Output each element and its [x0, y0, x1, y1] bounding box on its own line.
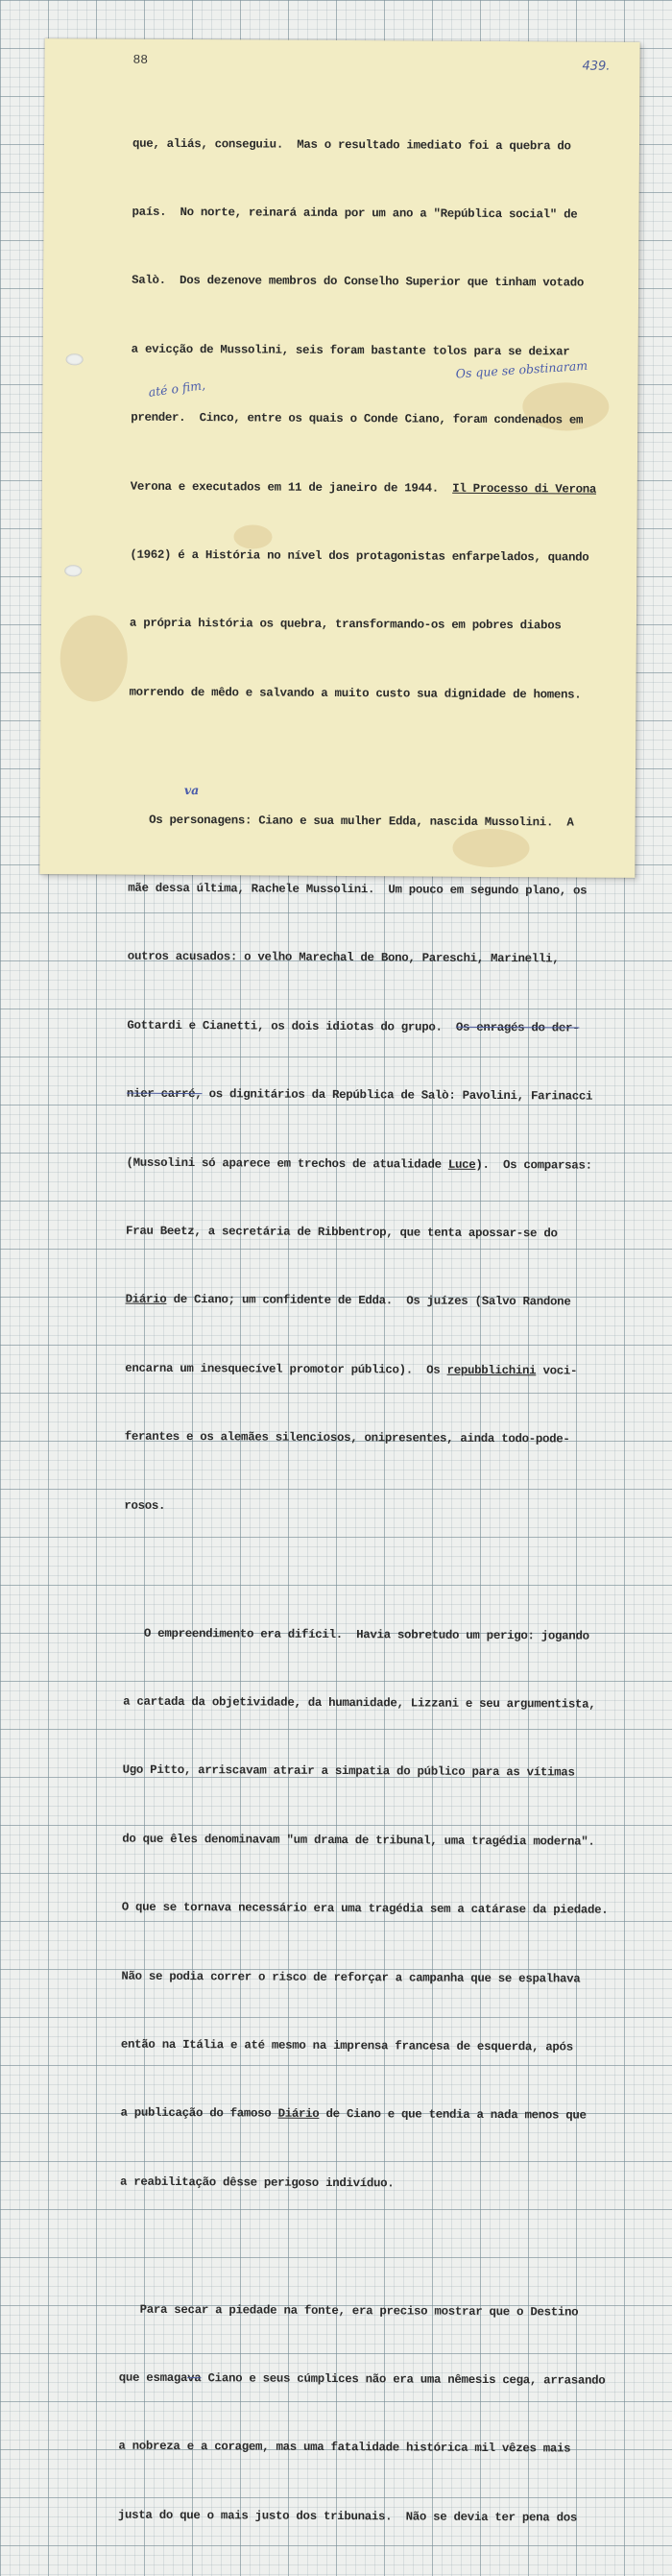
struck-text: va: [187, 2371, 202, 2386]
text-line: [126, 1289, 612, 1315]
text-line: O empreendimento era difícil. Havia sobretudo um perigo: jogando: [123, 1626, 589, 1643]
page-number: 88: [132, 52, 149, 67]
text-line: (1962) é a História no nível dos protagonistas enfarpelados, quando: [130, 547, 589, 565]
text-line: que, aliás, conseguiu. Mas o resultado imediato foi a quebra do: [132, 136, 571, 154]
paragraph-gap: [124, 1564, 611, 1580]
text-line: Ugo Pitto, arriscavam atrair a simpatia do público para as vítimas: [122, 1763, 575, 1780]
text-line: Para secar a piedade na fonte, era preciso mostrar que o Destino: [119, 2302, 579, 2320]
punch-hole: [66, 353, 84, 365]
text-line: [120, 2102, 607, 2128]
text-line: [126, 1152, 612, 1178]
text-line: Não se podia correr o risco de reforçar a campanha que se espalhava: [121, 1969, 581, 1986]
struck-text: Os enragés do der-: [455, 1020, 580, 1035]
text-line: Os personagens: Ciano e sua mulher Edda, nascida Mussolini. A: [128, 813, 574, 830]
text-line: morrendo de mêdo e salvando a muito custo sua dignidade de homens.: [129, 685, 582, 702]
text-segment: de Ciano e que tendia a nada menos que: [319, 2107, 587, 2123]
paragraph-gap: [129, 750, 615, 766]
text-line: país. No norte, reinará ainda por um ano a "República social" de: [132, 205, 578, 222]
text-segment: que esmaga: [118, 2370, 188, 2386]
text-line: do que êles denominavam "um drama de tribunal, uma tragédia moderna".: [122, 1832, 595, 1849]
text-segment: Verona e executados em 11 de janeiro de 1944.: [130, 479, 439, 496]
handwritten-margin-note: Os que se obstinaram: [455, 357, 588, 381]
text-line: a cartada da objetividade, da humanidade, Lizzani e seu argumentista,: [123, 1694, 596, 1712]
text-line: Frau Beetz, a secretária de Ribbentrop, que tenta apossar-se do: [126, 1224, 558, 1241]
paper-stain: [60, 615, 128, 701]
text-line: O que se tornava necessário era uma tragédia sem a catárase da piedade.: [121, 1900, 609, 1917]
text-segment: de Ciano; um confidente de Edda. Os juízes (Salvo Randone: [166, 1293, 571, 1309]
handwritten-folio: 439.: [582, 59, 611, 74]
text-line: [127, 1083, 613, 1109]
handwritten-correction: va: [183, 783, 200, 798]
text-segment: Ciano e seus cúmplices não era uma nêmesis cega, arrasando: [201, 2371, 606, 2388]
struck-text: nier carré,: [126, 1086, 203, 1102]
text-line: ferantes e os alemães silenciosos, onipresentes, ainda todo-pode-: [124, 1429, 570, 1446]
text-line: a evicção de Mussolini, seis foram bastante tolos para se deixar: [131, 342, 570, 359]
text-line: outros acusados: o velho Marechal de Bono, Pareschi, Marinelli,: [127, 950, 560, 966]
text-segment: Gottardi e Cianetti, os dois idiotas do grupo.: [127, 1018, 443, 1034]
punch-hole: [64, 565, 82, 576]
text-segment: (Mussolini só aparece em trechos de atualidade: [126, 1155, 448, 1172]
text-segment: os dignitários da República de Salò: Pavolini, Farinacci: [208, 1087, 593, 1104]
text-line: mãe dessa última, Rachele Mussolini. Um pouco em segundo plano, os: [128, 881, 588, 898]
text-line: Salò. Dos dezenove membros do Conselho Superior que tinham votado: [132, 274, 585, 290]
text-segment: ). Os comparsas:: [475, 1157, 592, 1173]
typed-text: [118, 87, 619, 2576]
film-title: Il Processo di Verona: [452, 481, 597, 497]
text-line: [131, 475, 617, 501]
typewritten-page: [39, 38, 639, 2525]
underlined-word: repubblichini: [446, 1363, 537, 1378]
underlined-word: Diário: [125, 1293, 167, 1307]
text-line: então na Itália e até mesmo na imprensa francesa de esquerda, após: [120, 2037, 573, 2054]
text-line: justa do que o mais justo dos tribunais. Não se devia ter pena dos: [117, 2508, 578, 2525]
text-line: prender. Cinco, entre os quais o Conde Ciano, foram condenados em: [131, 410, 584, 427]
handwritten-margin-note: até o fim,: [147, 377, 206, 400]
text-line: a reabilitação dêsse perigoso indivíduo.: [119, 2175, 395, 2191]
paragraph-gap: [120, 2240, 607, 2256]
text-line: [127, 1015, 613, 1041]
text-segment: a publicação do famoso: [120, 2105, 278, 2121]
underlined-word: Luce: [447, 1157, 476, 1172]
text-line: [119, 2368, 606, 2394]
text-segment: voci-: [536, 1364, 578, 1378]
text-line: a nobreza e a coragem, mas uma fatalidade histórica mil vêzes mais: [118, 2440, 571, 2456]
text-line: a própria história os quebra, transformando-os em pobres diabos: [129, 616, 562, 633]
text-line: rosos.: [124, 1498, 166, 1513]
text-segment: encarna um inesquecível promotor público). Os: [125, 1361, 447, 1377]
text-line: [125, 1357, 612, 1383]
underlined-word: Diário: [277, 2106, 320, 2122]
